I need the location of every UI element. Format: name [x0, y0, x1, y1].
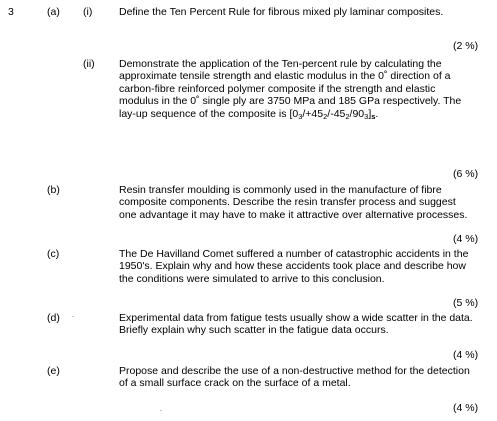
part-b-text: Resin transfer moulding is commonly used in the manufacture of fibre composite components. Describe the resin transfer process and suggest one advantage it may have to make it attractive over alternative processes.: [119, 184, 468, 221]
subpart-ii-body: Demonstrate the application of the Ten-percent rule by calculating the approximate tensile strength and elastic modulus in the 0˚ direction of a carbon-fibre reinforced polymer composite if the strength and elastic modulus in the 0˚ single ply are 3750 MPa and 185 GPa respectively. The lay-up sequence of the composite is: [119, 58, 462, 120]
part-c-label: (c): [47, 248, 60, 260]
subpart-i-text: Define the Ten Percent Rule for fibrous mixed ply laminar composites.: [119, 6, 444, 18]
question-number: 3: [8, 6, 14, 18]
subpart-ii-marks: (6 %): [453, 168, 479, 180]
part-b-marks: (4 %): [453, 233, 479, 245]
subpart-ii-label: (ii): [83, 58, 95, 70]
part-b-label: (b): [47, 184, 60, 196]
part-e-text: Propose and describe the use of a non-destructive method for the detection of a small surface crack on the surface of a metal.: [119, 365, 470, 390]
part-d-marks: (4 %): [453, 349, 479, 361]
part-e-label: (e): [47, 365, 60, 377]
subpart-i-marks: (2 %): [453, 40, 479, 52]
part-d-label: (d): [47, 312, 60, 324]
layup-sequence: [03/+452/-452/903]s.: [289, 107, 379, 121]
part-d-text: Experimental data from fatigue tests usually show a wide scatter in the data. Briefly explain why such scatter in the fatigue data occurs.: [119, 312, 473, 337]
part-c-text: The De Havilland Comet suffered a number of catastrophic accidents in the 1950's. Explain why and how these accidents took place and describe how the conditions were simulated to arrive to this conclusion.: [119, 248, 469, 285]
part-c-marks: (5 %): [453, 297, 479, 309]
part-e-marks: (4 %): [453, 402, 479, 414]
scan-speck: [160, 410, 162, 411]
part-a-label: (a): [47, 6, 60, 18]
subpart-ii-text: [119, 58, 474, 121]
subpart-i-label: (i): [83, 6, 93, 18]
scan-speck: [72, 316, 74, 317]
